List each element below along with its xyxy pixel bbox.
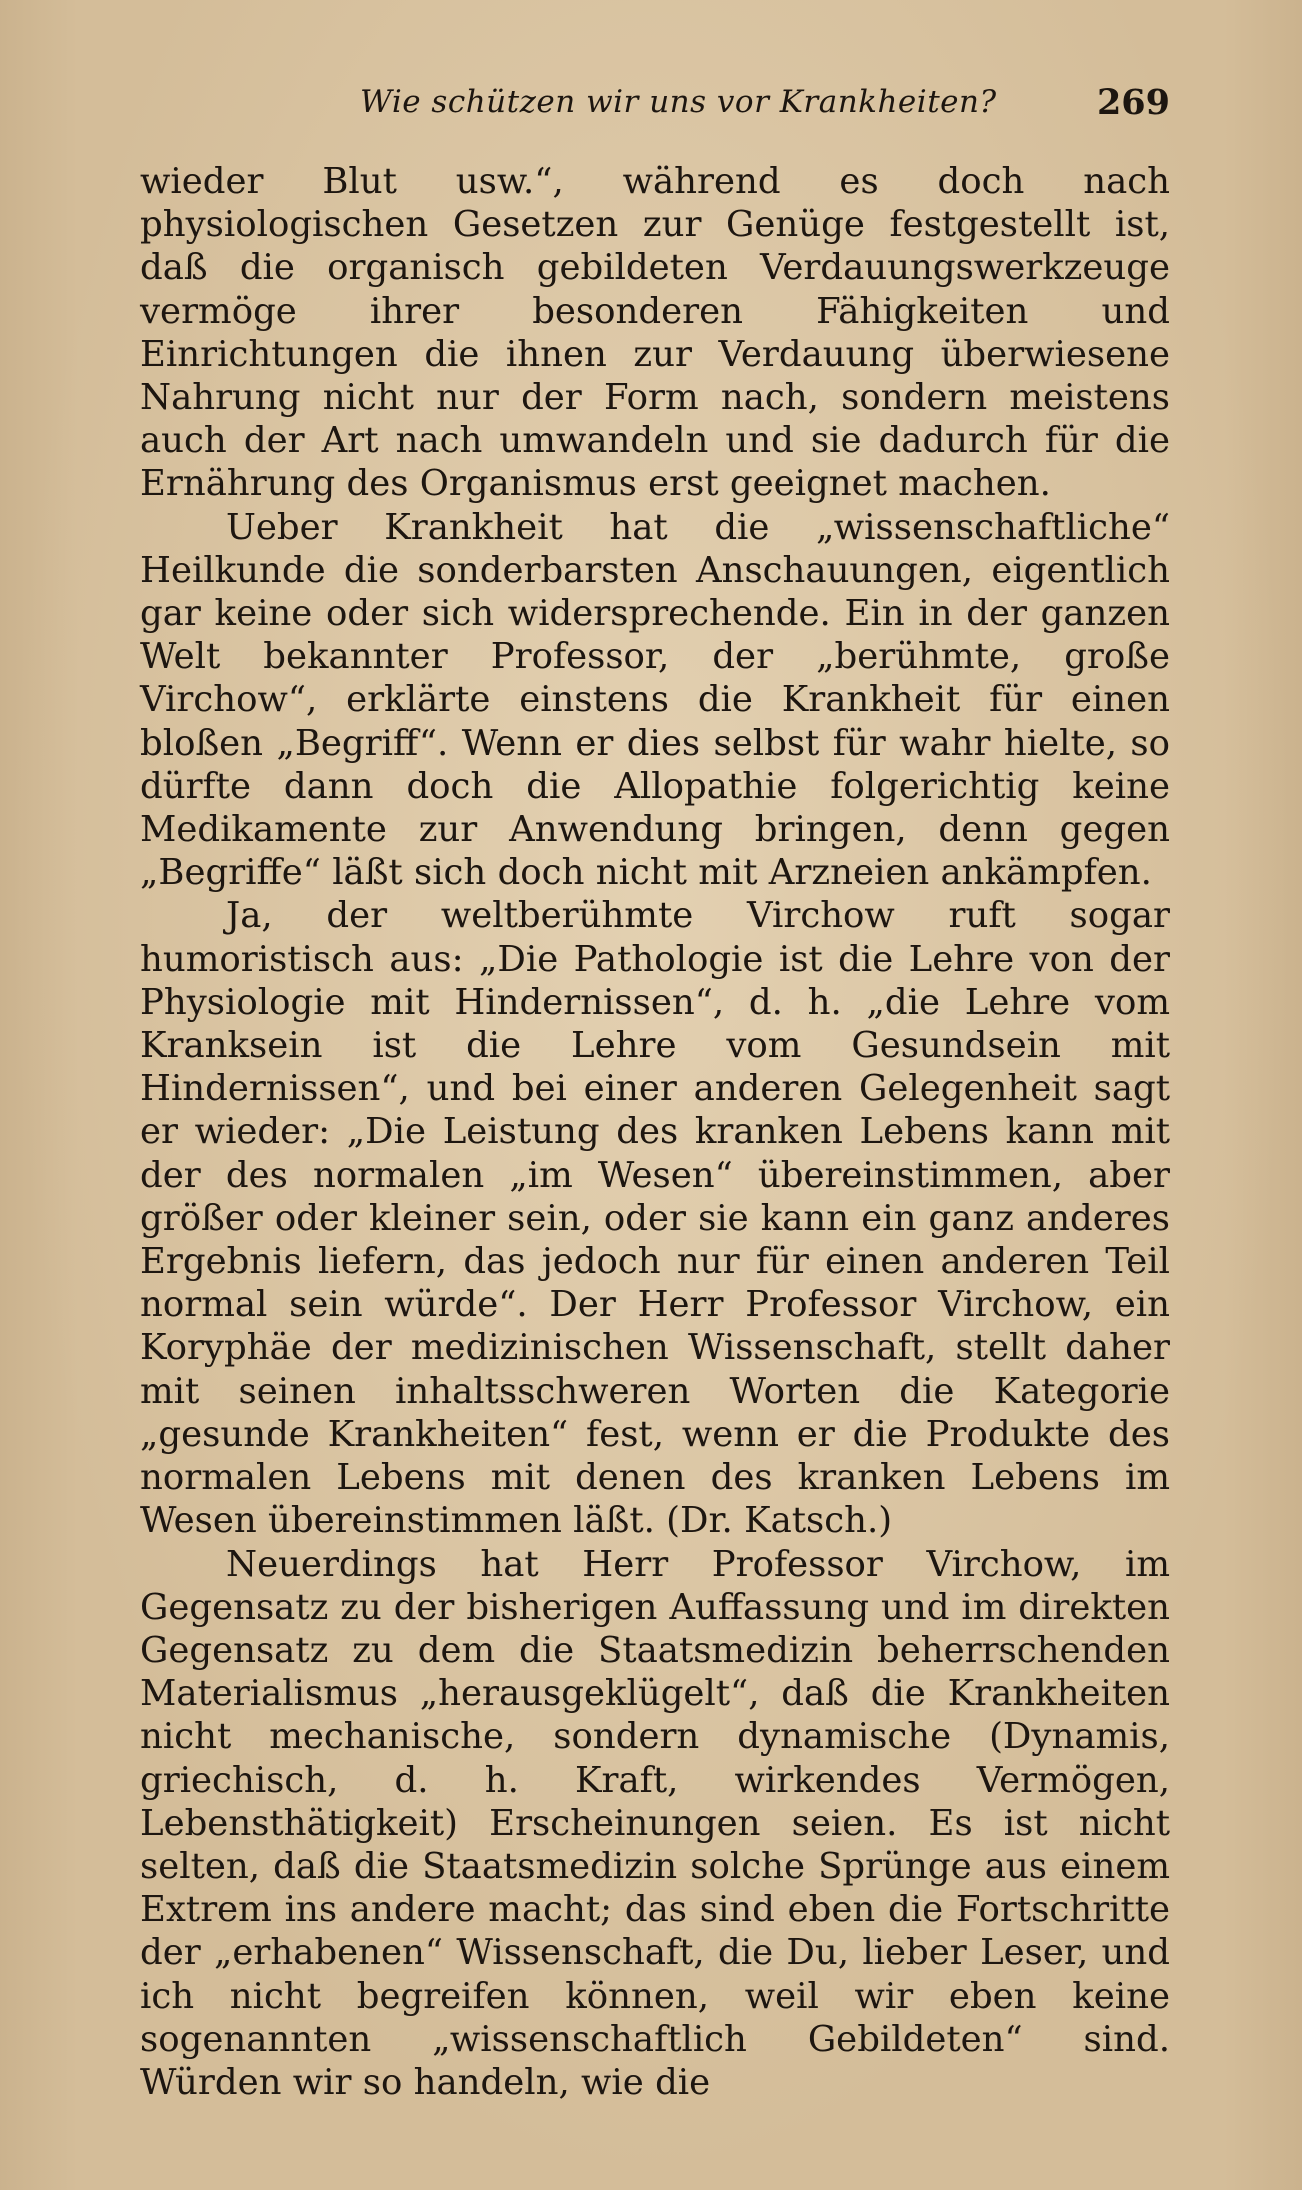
paragraph-dynamische-erscheinungen: Neuerdings hat Herr Professor Virchow, im Gegensatz zu der bisherigen Auffassung und im direkten Gegensatz zu dem die Staatsmedizin beherrschenden Materialismus „herausgeklügelt“, daß die Krankheiten nicht mechanische, sondern dynamische (Dynamis, griechisch, d. h. Kraft, wirkendes Vermögen, Lebensthätigkeit) Erscheinungen seien. Es ist nicht selten, daß die Staatsmedizin solche Sprünge aus einem Extrem ins andere macht; das sind eben die Fortschritte der „erhabenen“ Wissenschaft, die Du, lieber Leser, und ich nicht begreifen können, weil wir eben keine sogenannten „wissenschaftlich Gebildeten“ sind. Würden wir so handeln, wie die <box>140 1543 1170 2103</box>
running-head <box>140 84 1170 124</box>
page-number: 269 <box>1096 82 1170 123</box>
running-title: Wie schützen wir uns vor Krankheiten? <box>360 84 997 120</box>
paragraph-virchow-pathologie: Ja, der weltberühmte Virchow ruft sogar humoristisch aus: „Die Pathologie ist die Lehre von der Physiologie mit Hindernissen“, d. h. „die Lehre vom Kranksein ist die Lehre vom Gesundsein mit Hindernissen“, und bei einer anderen Gelegenheit sagt er wieder: „Die Leistung des kranken Lebens kann mit der des normalen „im Wesen“ übereinstimmen, aber größer oder kleiner sein, oder sie kann ein ganz anderes Ergebnis liefern, das jedoch nur für einen anderen Teil normal sein würde“. Der Herr Professor Virchow, ein Koryphäe der medizinischen Wissenschaft, stellt daher mit seinen inhaltsschweren Worten die Kategorie „gesunde Krankheiten“ fest, wenn er die Produkte des normalen Lebens mit denen des kranken Lebens im Wesen übereinstimmen läßt. (Dr. Katsch.) <box>140 895 1170 1542</box>
paragraph-continuation: wieder Blut usw.“, während es doch nach physiologischen Gesetzen zur Genüge festgestellt ist, daß die organisch gebildeten Verdauungswerkzeuge vermöge ihrer besonderen Fähigkeiten und Einrichtungen die ihnen zur Verdauung überwiesene Nahrung nicht nur der Form nach, sondern meistens auch der Art nach umwandeln und sie dadurch für die Ernährung des Organismus erst geeignet machen. <box>140 161 1170 505</box>
body-text <box>140 160 1170 2104</box>
paragraph-krankheit-begriff: Ueber Krankheit hat die „wissenschaftliche“ Heilkunde die sonderbarsten Anschauungen, eigentlich gar keine oder sich widersprechende. Ein in der ganzen Welt bekannter Professor, der „berühmte, große Virchow“, erklärte einstens die Krankheit für einen bloßen „Begriff“. Wenn er dies selbst für wahr hielte, so dürfte dann doch die Allopathie folgerichtig keine Medikamente zur Anwendung bringen, denn gegen „Begriffe“ läßt sich doch nicht mit Arzneien ankämpfen. <box>140 506 1170 894</box>
